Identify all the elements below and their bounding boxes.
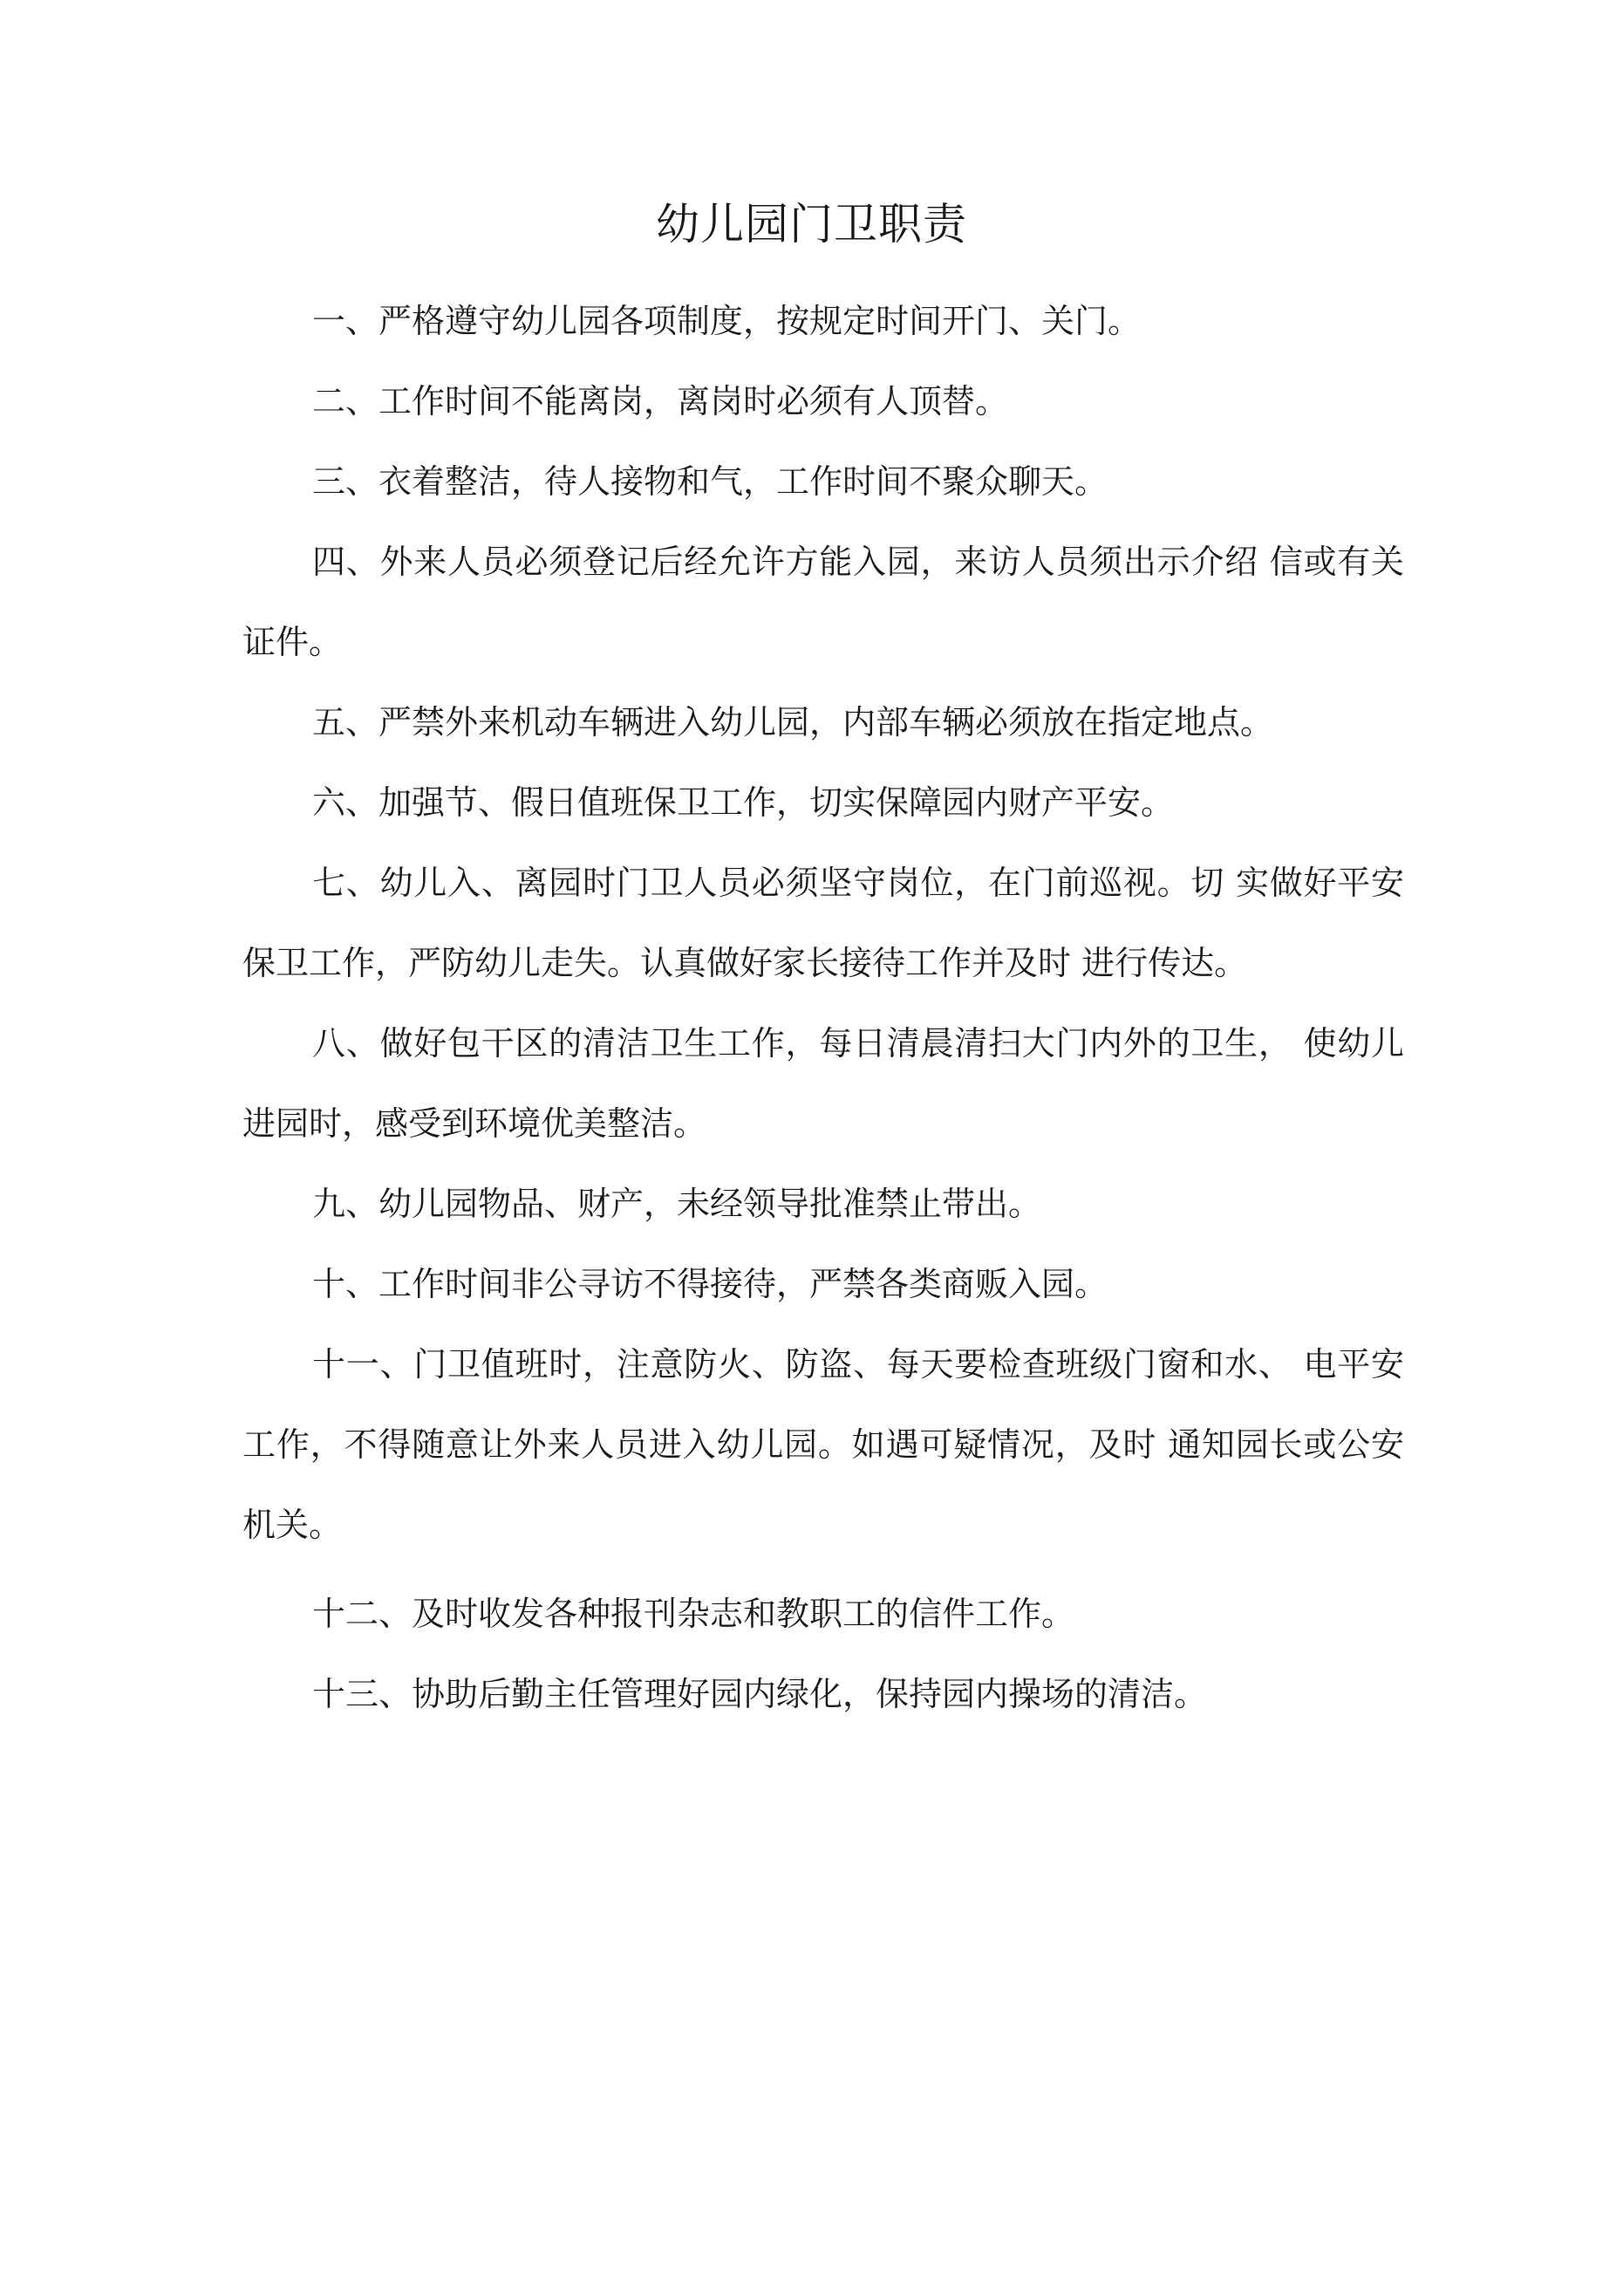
clause-2: 二、工作时间不能离岗，离岗时必须有人顶替。 — [312, 382, 1009, 420]
clause-11: 十一、门卫值班时，注意防火、防盗、每天要检查班级门窗和水、 电平安工作，不得随意让外来人员进入幼儿园。如遇可疑情况，及时 通知园长或公安机关。 — [242, 1345, 1404, 1544]
clause-4: 四、外来人员必须登记后经允许方能入园，来访人员须出示介绍 信或有关证件。 — [242, 543, 1404, 661]
clause-7: 七、幼儿入、离园时门卫人员必须坚守岗位，在门前巡视。切 实做好平安保卫工作，严防幼儿走失。认真做好家长接待工作并及时 进行传达。 — [242, 864, 1404, 982]
clause-5: 五、严禁外来机动车辆进入幼儿园，内部车辆必须放在指定地点。 — [312, 703, 1274, 741]
clause-6: 六、加强节、假日值班保卫工作，切实保障园内财产平安。 — [312, 783, 1175, 822]
clause-10: 十、工作时间非公寻访不得接待，严禁各类商贩入园。 — [312, 1265, 1108, 1303]
clause-12: 十二、及时收发各种报刊杂志和教职工的信件工作。 — [312, 1595, 1075, 1633]
clause-8: 八、做好包干区的清洁卫生工作，每日清晨清扫大门内外的卫生， 使幼儿进园时，感受到环境优美整洁。 — [242, 1024, 1404, 1143]
clause-13: 十三、协助后勤主任管理好园内绿化，保持园内操场的清洁。 — [312, 1675, 1208, 1713]
document-title: 幼儿园门卫职责 — [656, 199, 967, 249]
clause-1: 一、严格遵守幼儿园各项制度，按规定时间开门、关门。 — [312, 302, 1142, 340]
clause-3: 三、衣着整洁，待人接物和气，工作时间不聚众聊天。 — [312, 462, 1108, 501]
clause-list — [242, 281, 1404, 1734]
clause-9: 九、幼儿园物品、财产，未经领导批准禁止带出。 — [312, 1185, 1042, 1223]
